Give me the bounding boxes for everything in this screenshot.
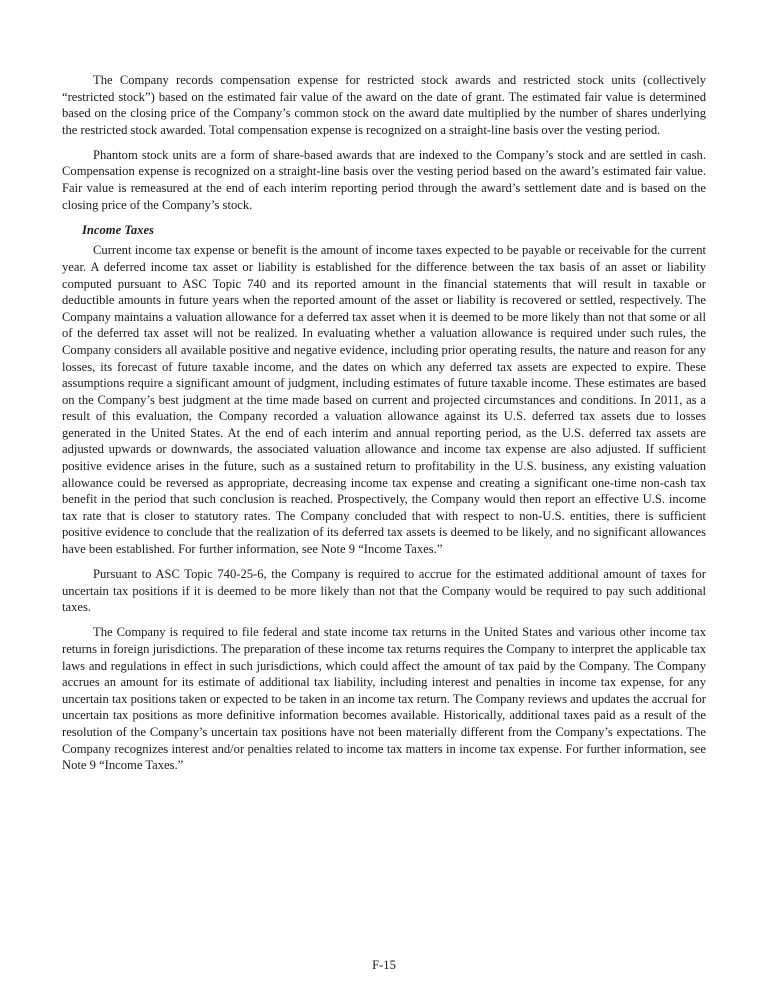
paragraph-restricted-stock: The Company records compensation expense for restricted stock awards and restricted stock units (collectively “restricted stock”) based on the estimated fair value of the award on the date of grant. The estimated fair value is determined based on the closing price of the Company’s common stock on the award date multiplied by the number of shares underlying the restricted stock awarded. Total compensation expense is recognized on a straight-line basis over the vesting period. [62,73,706,137]
paragraph-asc-740-25-6: Pursuant to ASC Topic 740-25-6, the Company is required to accrue for the estimated additional amount of taxes for uncertain tax positions if it is deemed to be more likely than not that the Company would be required to pay such additional taxes. [62,567,706,615]
document-body [62,72,706,782]
section-heading-income-taxes: Income Taxes [82,222,154,237]
page-number: F-15 [372,958,396,972]
paragraph-tax-returns: The Company is required to file federal and state income tax returns in the United States and various other income tax returns in foreign jurisdictions. The preparation of these income tax returns requires the Company to interpret the applicable tax laws and regulations in effect in such jurisdictions, which could affect the amount of tax paid by the Company. The Company accrues an amount for its estimate of additional tax liability, including interest and penalties in income tax expense, for any uncertain tax positions taken or expected to be taken in an income tax return. The Company reviews and updates the accrual for uncertain tax positions as more definitive information becomes available. Historically, additional taxes paid as a result of the resolution of the Company’s uncertain tax positions have not been materially different from the Company’s expectations. The Company recognizes interest and/or penalties related to income tax matters in income tax expense. For further information, see Note 9 “Income Taxes.” [62,625,706,773]
paragraph-phantom-stock: Phantom stock units are a form of share-based awards that are indexed to the Company’s stock and are settled in cash. Compensation expense is recognized on a straight-line basis over the vesting period based on the award’s estimated fair value. Fair value is remeasured at the end of each interim reporting period through the award’s settlement date and is based on the closing price of the Company’s stock. [62,147,706,212]
paragraph-income-tax-expense: Current income tax expense or benefit is the amount of income taxes expected to be payable or receivable for the current year. A deferred income tax asset or liability is established for the difference between the tax basis of an asset or liability computed pursuant to ASC Topic 740 and its reported amount in the financial statements that will result in taxable or deductible amounts in future years when the reported amount of the asset or liability is recovered or settled, respectively. The Company maintains a valuation allowance for a deferred tax asset when it is deemed to be more likely than not that some or all of the deferred tax asset will not be realized. In evaluating whether a valuation allowance is required under such rules, the Company considers all available positive and negative evidence, including prior operating results, the nature and reason for any losses, its forecast of future taxable income, and the dates on which any deferred tax assets are expected to expire. These assumptions require a significant amount of judgment, including estimates of future taxable income. These estimates are based on the Company’s best judgment at the time made based on current and projected circumstances and conditions. In 2011, as a result of this evaluation, the Company recorded a valuation allowance against its U.S. deferred tax assets due to losses generated in the United States. At the end of each interim and annual reporting period, as the U.S. deferred tax assets are adjusted upwards or downwards, the associated valuation allowance and income tax expense are also adjusted. If sufficient positive evidence arises in the future, such as a sustained return to profitability in the U.S. business, any existing valuation allowance could be reversed as appropriate, decreasing income tax expense and creating a significant one-time non-cash tax benefit in the period that such conclusion is reached. Prospectively, the Company would then report an effective U.S. income tax rate that is closer to statutory rates. The Company concluded that with respect to non-U.S. entities, there is sufficient positive evidence to conclude that the realization of its deferred tax assets is deemed to be likely, and no significant allowances have been established. For further information, see Note 9 “Income Taxes.” [62,243,706,557]
